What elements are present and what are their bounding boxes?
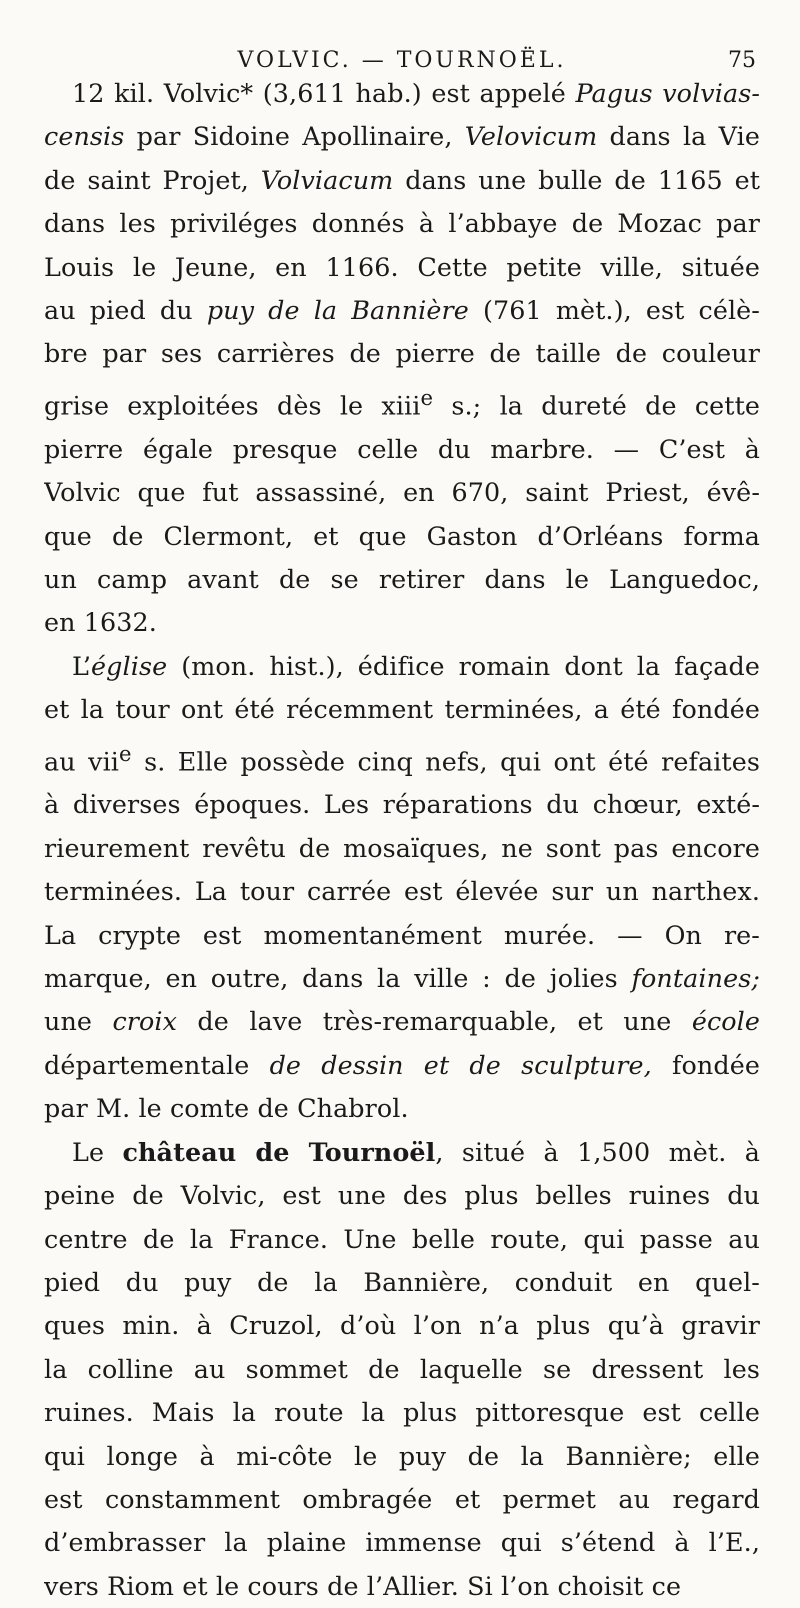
text-line: par M. le comte de Chabrol. [44, 1093, 409, 1124]
text-line: Louis le Jeune, en 1166. Cette petite ville, située [44, 251, 760, 282]
text-line: au vii$^e$ s. Elle possède cinq nefs, qui ont été refaites [44, 740, 760, 777]
paragraph [44, 645, 760, 1131]
text-line: ques min. à Cruzol, d’où l’on n’a plus qu’à gravir [44, 1310, 760, 1341]
text-line: un camp avant de se retirer dans le Languedoc, [44, 563, 760, 594]
text-line: terminées. La tour carrée est élevée sur un narthex. [44, 876, 760, 907]
text-line: bre par ses carrières de pierre de taille de couleur [44, 338, 760, 369]
text-line: pied du puy de la Bannière, conduit en quel- [44, 1266, 760, 1297]
text-line: de saint Projet, Volviacum dans une bulle de 1165 et [44, 164, 760, 195]
paragraph [44, 1131, 760, 1608]
text-line: en 1632. [44, 607, 157, 638]
text-line: peine de Volvic, est une des plus belles ruines du [44, 1180, 760, 1211]
running-title: VOLVIC. — TOURNOËL. [237, 48, 567, 73]
text-line: marque, en outre, dans la ville : de jolies fontaines; [44, 963, 760, 994]
text-line: d’embrasser la plaine immense qui s’étend à l’E., [44, 1527, 760, 1558]
text-line: qui longe à mi-côte le puy de la Bannière; elle [44, 1440, 760, 1471]
text-line: Volvic que fut assassiné, en 670, saint Priest, évê- [44, 477, 760, 508]
page-header [44, 0, 760, 72]
text-line: départementale de dessin et de sculpture, fondée [44, 1049, 760, 1080]
text-line: rieurement revêtu de mosaïques, ne sont pas encore [44, 832, 760, 863]
text-line: vers Riom et le cours de l’Allier. Si l’on choisit ce [44, 1570, 682, 1601]
text-line: une croix de lave très-remarquable, et une école [44, 1006, 760, 1037]
text-line: censis par Sidoine Apollinaire, Velovicum dans la Vie [44, 121, 760, 152]
text-line: que de Clermont, et que Gaston d’Orléans forma [44, 520, 760, 551]
text-line: ruines. Mais la route la plus pittoresque est celle [44, 1397, 760, 1428]
text-line: centre de la France. Une belle route, qui passe au [44, 1223, 760, 1254]
text-line: grise exploitées dès le xiii$^e$ s.; la dureté de cette [44, 384, 760, 421]
text-line: L’église (mon. hist.), édifice romain dont la façade [72, 650, 760, 681]
text-line: pierre égale presque celle du marbre. — C’est à [44, 433, 760, 464]
body-text [44, 72, 760, 1608]
text-line: est constamment ombragée et permet au regard [44, 1483, 760, 1514]
page-number: 75 [728, 48, 756, 73]
text-line: 12 kil. Volvic* (3,611 hab.) est appelé Pagus volvias- [72, 78, 760, 108]
paragraph [44, 72, 760, 645]
text-line: La crypte est momentanément murée. — On re- [44, 919, 760, 950]
text-line: au pied du puy de la Bannière (761 mèt.), est célè- [44, 295, 760, 326]
text-line: dans les priviléges donnés à l’abbaye de Mozac par [44, 208, 760, 239]
text-line: la colline au sommet de laquelle se dressent les [44, 1353, 760, 1384]
text-line: Le château de Tournoël, situé à 1,500 mèt. à [72, 1136, 760, 1167]
text-line: à diverses époques. Les réparations du chœur, exté- [44, 789, 760, 820]
text-line: et la tour ont été récemment terminées, a été fondée [44, 694, 760, 725]
